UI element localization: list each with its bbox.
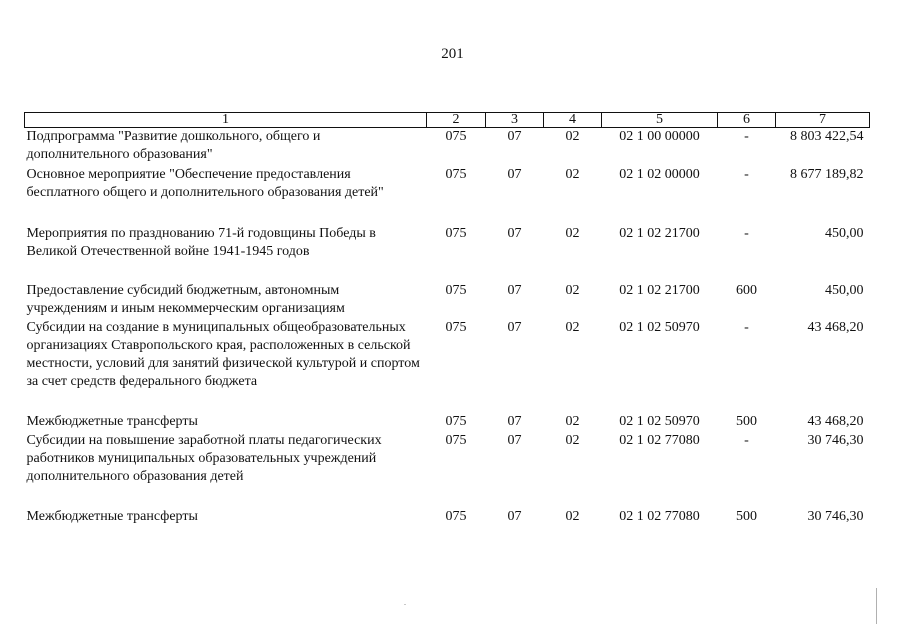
col-header-6: 6 xyxy=(718,113,776,128)
col-header-7: 7 xyxy=(776,113,870,128)
cell-section: 07 xyxy=(507,432,522,448)
cell-ministry: 075 xyxy=(445,166,467,182)
budget-table xyxy=(24,112,870,527)
table-row xyxy=(25,282,870,319)
cell-amount: 450,00 xyxy=(825,282,864,298)
cell-expense-type: 500 xyxy=(736,508,757,524)
col-header-1: 1 xyxy=(25,113,427,128)
cell-ministry: 075 xyxy=(445,129,467,144)
cell-ministry: 075 xyxy=(445,413,467,429)
cell-subsection: 02 xyxy=(565,282,580,298)
table-row xyxy=(25,225,870,282)
cell-target-article: 02 1 00 00000 xyxy=(619,129,700,144)
cell-amount: 8 677 189,82 xyxy=(790,166,864,182)
cell-amount: 8 803 422,54 xyxy=(790,129,864,144)
cell-expense-type: - xyxy=(744,225,749,241)
col-header-3: 3 xyxy=(486,113,544,128)
row-name: Межбюджетные трансферты xyxy=(26,413,198,429)
row-name: Межбюджетные трансферты xyxy=(26,508,198,524)
cell-subsection: 02 xyxy=(565,225,580,241)
cell-section: 07 xyxy=(507,508,522,524)
row-name: Подпрограмма "Развитие дошкольного, общего и дополнительного образования" xyxy=(26,129,321,162)
table-row xyxy=(25,508,870,527)
cell-subsection: 02 xyxy=(565,319,580,335)
cell-expense-type: 500 xyxy=(736,413,757,429)
row-name: Субсидии на повышение заработной платы педагогических работников муниципальных образовательных учреждений дополнительного образования детей xyxy=(26,432,382,484)
col-header-4: 4 xyxy=(544,113,602,128)
cell-expense-type: - xyxy=(744,432,749,448)
cell-target-article: 02 1 02 21700 xyxy=(619,225,700,241)
cell-amount: 30 746,30 xyxy=(807,508,864,524)
cell-expense-type: - xyxy=(744,166,749,182)
cell-ministry: 075 xyxy=(445,319,467,335)
cell-target-article: 02 1 02 77080 xyxy=(619,508,700,524)
cell-section: 07 xyxy=(507,166,522,182)
cell-subsection: 02 xyxy=(565,413,580,429)
cell-section: 07 xyxy=(507,225,522,241)
cell-ministry: 075 xyxy=(445,225,467,241)
table-row xyxy=(25,128,870,166)
cell-target-article: 02 1 02 77080 xyxy=(619,432,700,448)
cell-section: 07 xyxy=(507,319,522,335)
cell-subsection: 02 xyxy=(565,508,580,524)
cell-section: 07 xyxy=(507,413,522,429)
table-row xyxy=(25,413,870,432)
table-row xyxy=(25,319,870,413)
col-header-5: 5 xyxy=(602,113,718,128)
cell-target-article: 02 1 02 50970 xyxy=(619,319,700,335)
cell-amount: 43 468,20 xyxy=(807,413,864,429)
cell-ministry: 075 xyxy=(445,432,467,448)
header-row xyxy=(25,113,870,128)
cell-amount: 450,00 xyxy=(825,225,864,241)
col-header-2: 2 xyxy=(427,113,486,128)
scan-speck xyxy=(404,604,406,605)
cell-target-article: 02 1 02 21700 xyxy=(619,282,700,298)
row-name: Субсидии на создание в муниципальных общеобразовательных организациях Ставропольского края, расположенных в сельской местности, условий для занятий физической культурой и спортом за счет средств федерального бюджета xyxy=(26,319,420,389)
cell-amount: 43 468,20 xyxy=(807,319,864,335)
cell-subsection: 02 xyxy=(565,166,580,182)
cell-expense-type: - xyxy=(744,319,749,335)
page-number: 201 xyxy=(441,46,464,62)
row-name: Мероприятия по празднованию 71-й годовщины Победы в Великой Отечественной войне 1941-1945 годов xyxy=(26,225,376,259)
cell-subsection: 02 xyxy=(565,432,580,448)
cell-section: 07 xyxy=(507,129,522,144)
cell-ministry: 075 xyxy=(445,508,467,524)
table-row xyxy=(25,432,870,508)
cell-subsection: 02 xyxy=(565,129,580,144)
scan-edge-line xyxy=(876,588,877,624)
cell-section: 07 xyxy=(507,282,522,298)
row-name: Предоставление субсидий бюджетным, автономным учреждениям и иным некоммерческим организациям xyxy=(26,282,345,316)
cell-amount: 30 746,30 xyxy=(807,432,864,448)
cell-expense-type: - xyxy=(744,129,749,144)
cell-ministry: 075 xyxy=(445,282,467,298)
cell-target-article: 02 1 02 00000 xyxy=(619,166,700,182)
cell-expense-type: 600 xyxy=(736,282,757,298)
row-name: Основное мероприятие "Обеспечение предоставления бесплатного общего и дополнительного образования детей" xyxy=(26,166,384,200)
cell-target-article: 02 1 02 50970 xyxy=(619,413,700,429)
table-row xyxy=(25,166,870,225)
